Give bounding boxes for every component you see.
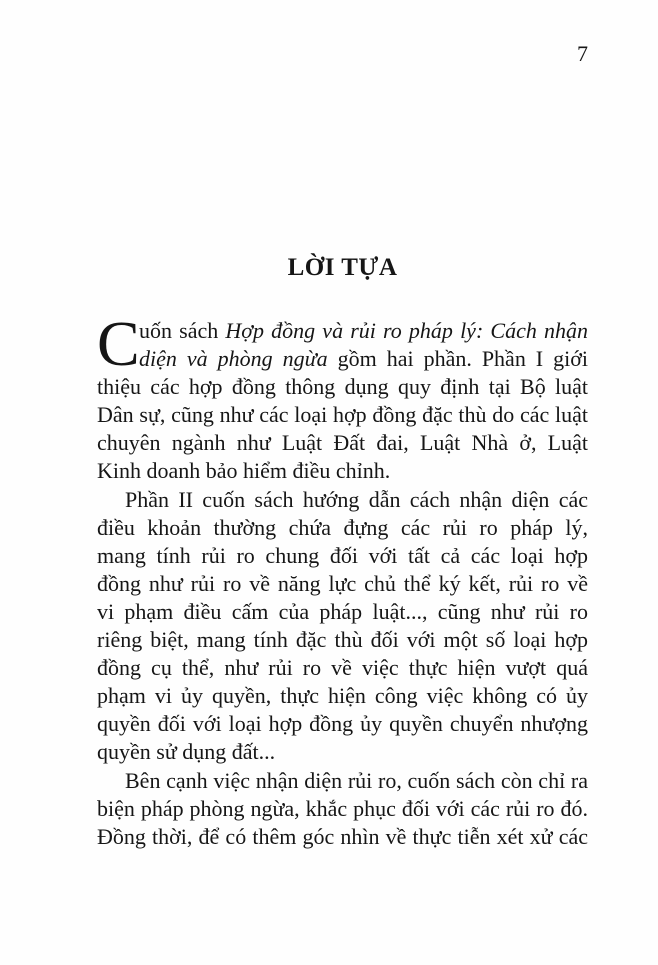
text-line — [97, 317, 588, 345]
text-line — [97, 767, 588, 795]
drop-cap: C — [97, 308, 140, 379]
text-segment: uốn sách — [139, 318, 226, 343]
text-segment: Kinh doanh bảo hiểm điều chỉnh. — [97, 458, 391, 484]
text-segment: gồm hai phần. Phần I giới — [327, 346, 588, 372]
body-text — [97, 308, 588, 851]
text-line — [97, 429, 588, 457]
text-segment: quyền sử dụng đất... — [97, 739, 276, 765]
text-line — [97, 598, 588, 626]
text-line — [97, 401, 588, 429]
text-segment: biện pháp phòng ngừa, khắc phục đối với các rủi ro đó. — [97, 795, 588, 821]
text-segment: mang tính rủi ro chung đối với tất cả các loại hợp — [97, 542, 588, 568]
text-line — [97, 654, 588, 682]
text-segment: phạm vi ủy quyền, thực hiện công việc không có ủy — [97, 683, 588, 709]
text-line — [97, 373, 588, 401]
text-line — [97, 486, 588, 514]
text-line — [97, 626, 588, 654]
paragraph — [97, 767, 588, 851]
paragraph — [97, 486, 588, 767]
page-number: 7 — [577, 41, 588, 66]
text-line — [97, 795, 588, 823]
text-segment: Phần II cuốn sách hướng dẫn cách nhận diện các — [125, 486, 588, 512]
text-segment: Đồng thời, để có thêm góc nhìn về thực tiễn xét xử các — [97, 823, 588, 849]
page-title: LỜI TỰA — [287, 253, 398, 281]
text-segment: riêng biệt, mang tính đặc thù đối với một số loại hợp — [97, 627, 588, 653]
text-line — [97, 542, 588, 570]
text-segment: quyền đối với loại hợp đồng ủy quyền chuyển nhượng — [97, 711, 588, 737]
text-segment: đồng như rủi ro về năng lực chủ thể ký kết, rủi ro về — [97, 570, 588, 596]
text-line — [97, 345, 588, 373]
text-segment: điều khoản thường chứa đựng các rủi ro pháp lý, — [97, 514, 588, 540]
text-segment: vi phạm điều cấm của pháp luật..., cũng như rủi ro — [97, 598, 588, 624]
italic-text-segment: Hợp đồng và rủi ro pháp lý: Cách nhận — [225, 318, 588, 343]
italic-text-segment: diện và phòng ngừa — [139, 346, 328, 372]
text-segment: Bên cạnh việc nhận diện rủi ro, cuốn sách còn chỉ ra — [125, 767, 588, 793]
text-line — [97, 738, 588, 766]
text-segment: chuyên ngành như Luật Đất đai, Luật Nhà ở, Luật — [97, 430, 588, 456]
text-line — [97, 570, 588, 598]
text-line — [97, 823, 588, 851]
text-segment: đồng cụ thể, như rủi ro về việc thực hiện vượt quá — [97, 655, 588, 681]
text-line — [97, 514, 588, 542]
text-line — [97, 682, 588, 710]
text-segment: Dân sự, cũng như các loại hợp đồng đặc thù do các luật — [97, 402, 588, 428]
paragraph — [97, 308, 588, 486]
text-segment: thiệu các hợp đồng thông dụng quy định tại Bộ luật — [97, 374, 588, 400]
text-line — [97, 710, 588, 738]
text-line — [97, 457, 588, 485]
